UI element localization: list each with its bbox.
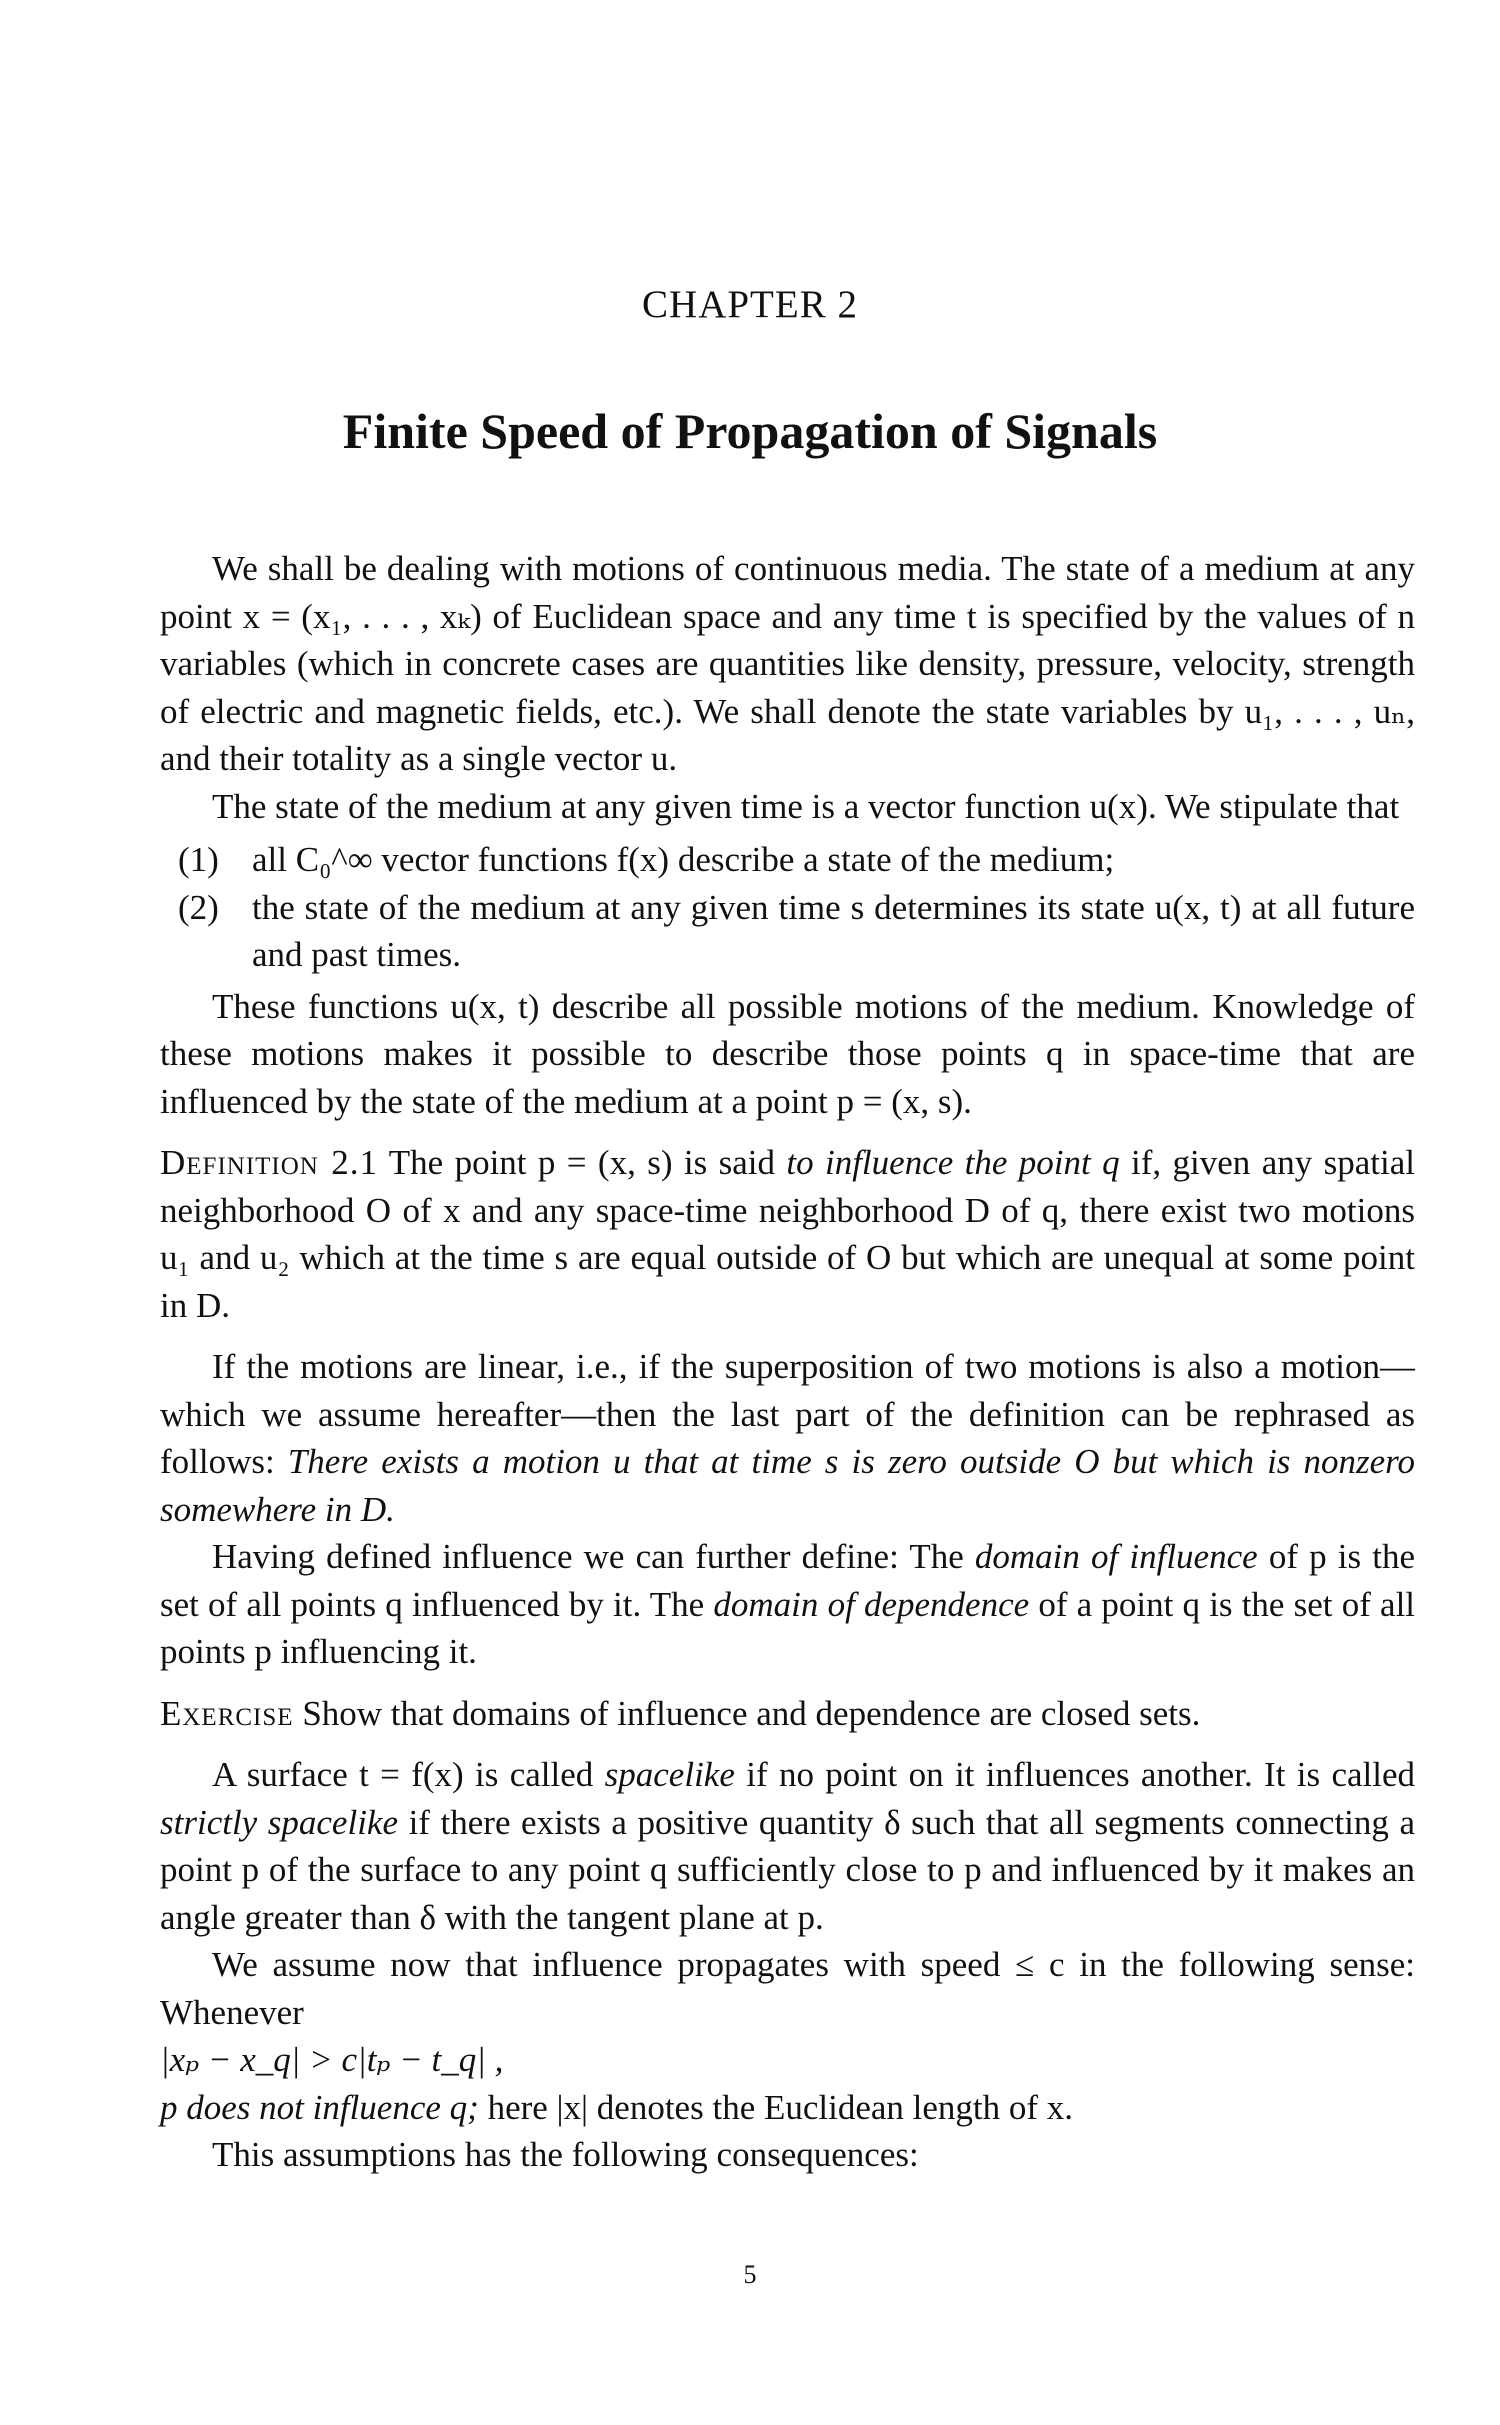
list-item xyxy=(160,836,1415,884)
chapter-label: CHAPTER 2 xyxy=(642,283,858,326)
term-domain-of-dependence: domain of dependence xyxy=(713,1584,1030,1624)
stipulation-list xyxy=(160,836,1415,979)
exercise-text: Show that domains of influence and dependence are closed sets. xyxy=(302,1693,1201,1733)
definition-lead: The point p = (x, s) is said xyxy=(388,1143,775,1182)
definition-rest: if, given any spatial neighborhood O of x and any space-time neighborhood D of q, there exist two motions u₁ and u₂ which at the time s are equal outside of O but which are unequal at some point in D. xyxy=(160,1143,1415,1325)
spacelike-text-b: if no point on it influences another. It is called xyxy=(746,1755,1416,1794)
page-number: 5 xyxy=(743,2260,757,2289)
definition-term: to influence the point q xyxy=(786,1143,1120,1182)
paragraph-motions: These functions u(x, t) describe all possible motions of the medium. Knowledge of these motions makes it possible to describe those points q in space-time that are influenced by the state of the medium at a point p = (x, s). xyxy=(160,986,1415,1121)
no-influence-italic: p does not influence q; xyxy=(160,2087,479,2127)
term-spacelike: spacelike xyxy=(604,1755,735,1794)
paragraph-spacelike xyxy=(160,1751,1415,1941)
speed-inequality: |xₚ − x_q| > c|tₚ − t_q| , xyxy=(160,2040,504,2079)
domains-text-a: Having defined influence we can further define: The xyxy=(212,1537,964,1576)
definition-2-1 xyxy=(160,1139,1415,1329)
paragraph-speed: We assume now that influence propagates with speed ≤ c in the following sense: Whenever xyxy=(160,1945,1415,2032)
paragraph-domains xyxy=(160,1533,1415,1676)
exercise xyxy=(160,1690,1415,1738)
spacelike-text-a: A surface t = f(x) is called xyxy=(212,1755,594,1794)
term-domain-of-influence: domain of influence xyxy=(974,1537,1258,1576)
paragraph-intro: We shall be dealing with motions of continuous media. The state of a medium at any point x = (x₁, . . . , xₖ) of Euclidean space and any time t is specified by the values of n variables (which in concrete cases are quantities like density, pressure, velocity, strength of electric and magnetic fields, etc.). We shall denote the state variables by u₁, . . . , uₙ, and their totality as a single vector u. xyxy=(160,549,1415,778)
domains-text-b: of p is the set of all points q influenced by it. The xyxy=(160,1537,1415,1624)
definition-label: Definition 2.1 xyxy=(160,1143,378,1182)
list-item-number: (2) xyxy=(178,887,219,927)
list-item-text: the state of the medium at any given time s determines its state u(x, t) at all future and past times. xyxy=(252,887,1415,974)
body-text xyxy=(160,545,1415,2179)
paragraph-consequences: This assumptions has the following consequences: xyxy=(212,2135,919,2174)
chapter-title: Finite Speed of Propagation of Signals xyxy=(342,403,1158,459)
list-item xyxy=(160,884,1415,979)
linear-lead: If the motions are linear, i.e., if the superposition of two motions is also a motion—which we assume hereafter—then the last part of the definition can be rephrased as follows: xyxy=(160,1347,1415,1481)
paragraph-no-influence xyxy=(160,2084,1415,2132)
paragraph-linear xyxy=(160,1343,1415,1533)
domains-text-c: of a point q is the set of all points p influencing it. xyxy=(160,1584,1416,1671)
paragraph-stipulation: The state of the medium at any given time is a vector function u(x). We stipulate that xyxy=(212,786,1400,826)
list-item-number: (1) xyxy=(178,840,219,879)
no-influence-rest: here |x| denotes the Euclidean length of x. xyxy=(487,2087,1074,2127)
spacelike-text-c: if there exists a positive quantity δ such that all segments connecting a point p of the surface to any point q sufficiently close to p and influenced by it makes an angle greater than δ with the tangent plane at p. xyxy=(160,1802,1416,1937)
term-strictly-spacelike: strictly spacelike xyxy=(160,1802,398,1842)
list-item-text: all C₀^∞ vector functions f(x) describe a state of the medium; xyxy=(252,840,1115,879)
linear-italic: There exists a motion u that at time s is zero outside O but which is nonzero somewhere in D. xyxy=(160,1442,1415,1529)
exercise-label: Exercise xyxy=(160,1693,294,1733)
